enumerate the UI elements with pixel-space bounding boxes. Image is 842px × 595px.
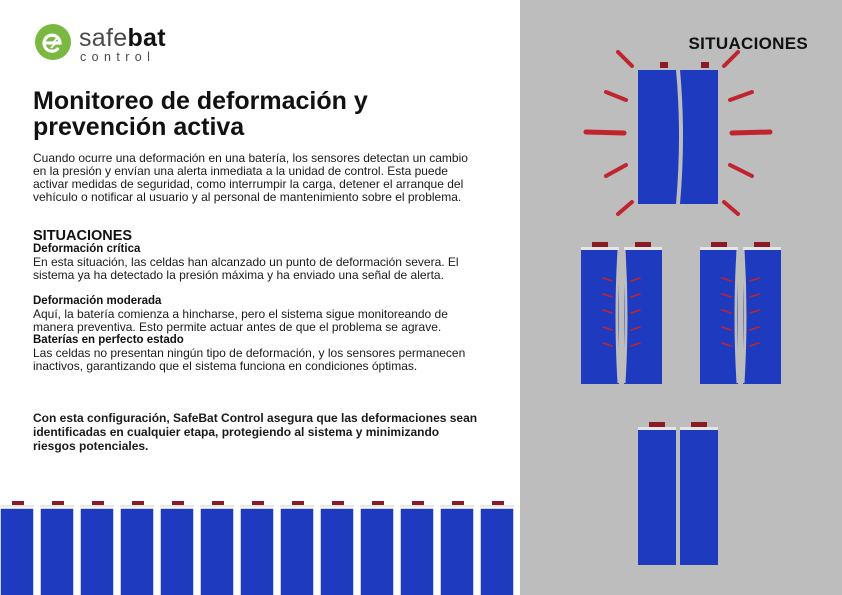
battery-body (638, 70, 679, 204)
battery-cap (700, 247, 738, 250)
closing-paragraph: Con esta configuración, SafeBat Control asegura que las deformaciones sean identificadas en cualquier etapa, protegiendo al sistema y minimizando riesgos potenciales. (33, 411, 478, 453)
situation-moderate-text: Aquí, la batería comienza a hincharse, pero el sistema sigue monitoreando de manera preventiva. Esto permite actuar antes de que el problema se agrave. (33, 307, 448, 334)
battery-cell (360, 501, 394, 595)
illustration-panel (520, 0, 842, 595)
battery-body (440, 508, 474, 595)
alert-mark (618, 52, 632, 66)
battery-cell (440, 501, 474, 595)
alert-mark (724, 52, 738, 66)
battery-terminal (701, 62, 709, 68)
battery-body (700, 250, 738, 384)
battery-body (581, 250, 619, 384)
alert-mark (618, 202, 632, 214)
battery-cap (581, 247, 619, 250)
battery-cell (160, 501, 194, 595)
battery-cell (320, 501, 354, 595)
battery-body (120, 508, 154, 595)
battery-terminal (660, 62, 668, 68)
battery-body (0, 508, 34, 595)
battery-body (400, 508, 434, 595)
page-title: Monitoreo de deformación y prevención activa (33, 87, 368, 141)
battery-cap (680, 427, 718, 430)
situations-panel-title: SITUACIONES (688, 34, 808, 53)
alert-mark (732, 132, 770, 133)
battery-body (680, 430, 718, 565)
battery-body (80, 508, 114, 595)
situations-heading: SITUACIONES (33, 228, 133, 244)
battery-body (280, 508, 314, 595)
battery-cell (0, 501, 34, 595)
battery-body (360, 508, 394, 595)
alert-mark (606, 165, 626, 176)
situation-moderate-title: Deformación moderada (33, 295, 162, 307)
battery-cell (120, 501, 154, 595)
alert-mark (730, 165, 752, 176)
intro-paragraph: Cuando ocurre una deformación en una batería, los sensores detectan un cambio en la presión y envían una alerta inmediata a la unidad de control. Esta puede activar medidas de seguridad, como interrumpir la carga, detener el arranque del vehículo o notificar al usuario y al personal de mantenimiento sobre el problema. (33, 151, 468, 204)
healthy-battery (638, 422, 718, 565)
battery-cap (624, 247, 662, 250)
battery-cell (280, 501, 314, 595)
alert-mark (730, 92, 752, 100)
logo-word-bat: bat (127, 24, 166, 52)
battery-cell (200, 501, 234, 595)
situation-ok-text: Las celdas no presentan ningún tipo de deformación, y los sensores permanecen inactivos, garantizando que el sistema funciona en condiciones óptimas. (33, 346, 466, 373)
battery-body (160, 508, 194, 595)
battery-cell (80, 501, 114, 595)
battery-body (240, 508, 274, 595)
battery-body (638, 430, 676, 565)
battery-cap (638, 427, 676, 430)
critical-deformation-battery (586, 52, 770, 214)
battery-body (743, 250, 781, 384)
battery-cell (480, 501, 514, 595)
logo-subtitle: control (80, 50, 156, 64)
logo-word-safe: safe (79, 24, 128, 52)
situation-ok-title: Baterías en perfecto estado (33, 334, 184, 346)
battery-body (680, 70, 718, 204)
alert-mark (606, 92, 626, 100)
battery-body (40, 508, 74, 595)
situation-critical-title: Deformación crítica (33, 243, 141, 255)
battery-cap (743, 247, 781, 250)
battery-body (624, 250, 662, 384)
battery-body (200, 508, 234, 595)
battery-illustrations (520, 0, 842, 595)
battery-cell (40, 501, 74, 595)
battery-body (320, 508, 354, 595)
situation-critical-text: En esta situación, las celdas han alcanzado un punto de deformación severa. El sistema ya ha detectado la presión máxima y ha enviado una señal de alerta. (33, 255, 459, 282)
battery-body (480, 508, 514, 595)
battery-cell (240, 501, 274, 595)
battery-cell (400, 501, 434, 595)
alert-mark (724, 202, 738, 214)
moderate-deformation-battery-b (700, 242, 781, 384)
alert-mark (586, 132, 624, 133)
moderate-deformation-battery-a (581, 242, 662, 384)
